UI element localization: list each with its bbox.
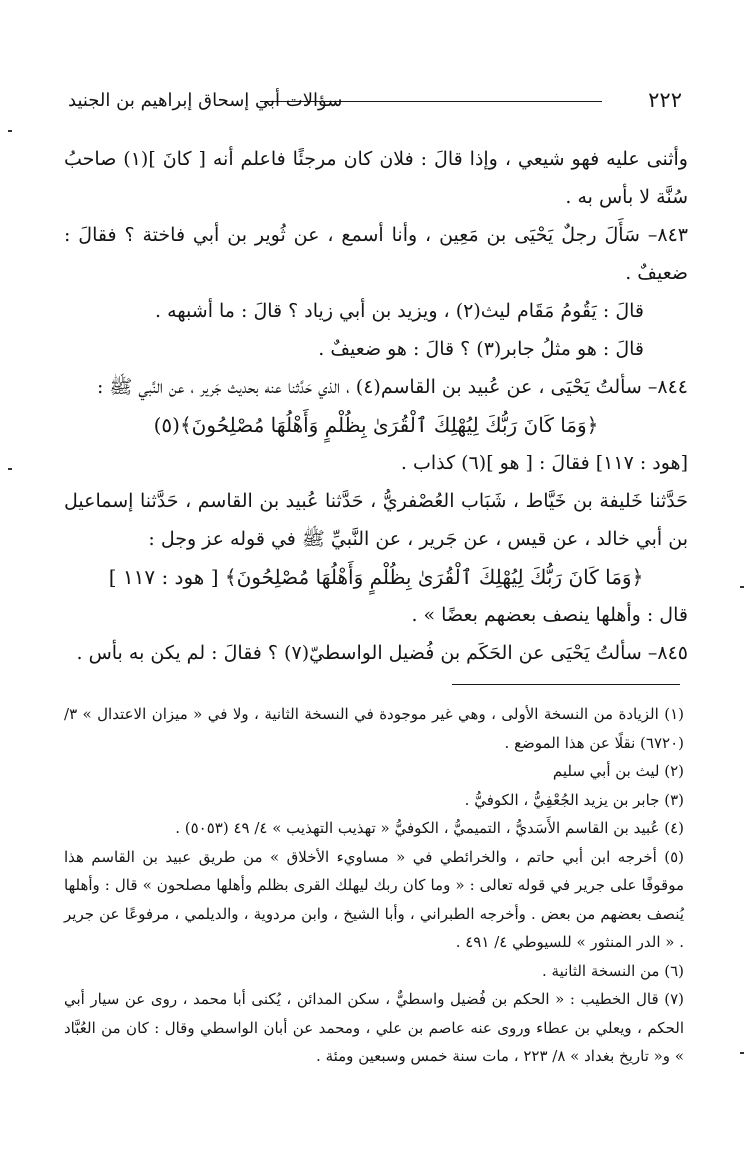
quran-verse-1: ﴿وَمَا كَانَ رَبُّكَ لِيُهْلِكَ ٱلْقُرَىٰ بِظُلْمٍ وَأَهْلُهَا مُصْلِحُونَ﴾(٥) bbox=[153, 413, 599, 437]
scan-speck bbox=[8, 130, 12, 132]
footnote-4: (٤) عُبيد بن القاسم الأَسَديُّ ، التميميُّ ، الكوفيُّ « تهذيب التهذيب » ٤/ ٤٩ (٥٠٥٣) . bbox=[175, 819, 684, 837]
page-header bbox=[64, 88, 688, 118]
scan-speck bbox=[740, 586, 744, 588]
footnote-1: (١) الزيادة من النسخة الأولى ، وهي غير موجودة في النسخة الثانية ، ولا في « ميزان الاعتدال » ٣/ (٦٧٢٠) نقلًا عن هذا الموضع . bbox=[64, 705, 684, 752]
entry-844-question: ٨٤٤– سألتُ يَحْيَى ، عن عُبيد بن القاسم(٤) ، الذي حَدَّثنا عنه بحديث جَرير ، عن النَّبي ﷺ : bbox=[96, 376, 688, 398]
footnote-5: (٥) أخرجه ابن أبي حاتم ، والخرائطي في « مساويء الأخلاق » من طريق عبيد بن القاسم هذا موقوفًا على جرير في قوله تعالى : « وما كان ربك ليهلك القرى بظلم وأهلها مصلحون » قال : وأهلها يُنصف بعضهم من بعض . وأخرجه الطبراني ، وأبا الشيخ ، وابن مردوية ، والديلمي ، مرفوعًا عن جرير . « الدر المنثور » للسيوطي ٤/ ٤٩١ . bbox=[64, 847, 684, 951]
paragraph-continuation: وأثنى عليه فهو شيعي ، وإذا قالَ : فلان كان مرجئًا فاعلم أنه [ كانَ ](١) صاحبُ سُنَّة لا بأس به . bbox=[64, 148, 688, 208]
footnote-3: (٣) جابر بن يزيد الجُعْفِيُّ ، الكوفيُّ . bbox=[464, 790, 684, 809]
entry-844-qal: قال : وأهلها ينصف بعضهم بعضًا » . bbox=[411, 604, 688, 626]
page-number: ٢٢٢ bbox=[648, 88, 682, 112]
entry-844-isnad: حَدَّثنا خَليفة بن خَيَّاط ، شَبَاب العُصْفريُّ ، حَدَّثنا عُبيد بن القاسم ، حَدَّثنا إسماعيل بن أبي خالد ، عن قيس ، عن جَرير ، عن النَّبيِّ ﷺ في قوله عز وجل : bbox=[64, 490, 688, 550]
entry-843-reply-1: قالَ : يَقُومُ مَقَام ليث(٢) ، ويزيد بن أبي زياد ؟ قالَ : ما أشبهه . bbox=[155, 300, 644, 322]
footnote-6: (٦) من النسخة الثانية . bbox=[541, 961, 684, 980]
main-text bbox=[64, 140, 688, 672]
entry-844-answer: [هود : ١١٧] فقالَ : [ هو ](٦) كذاب . bbox=[400, 452, 688, 474]
quran-verse-2: ﴿وَمَا كَانَ رَبُّكَ لِيُهْلِكَ ٱلْقُرَىٰ بِظُلْمٍ وَأَهْلُهَا مُصْلِحُونَ﴾ [ هود : ١١٧ ] bbox=[108, 565, 644, 589]
footnote-7: (٧) قال الخطيب : « الحكم بن فُضيل واسطيٌّ ، سكن المدائن ، يُكنى أبا محمد ، روى عن سيار أبي الحكم ، ويعلي بن عطاء وروى عنه عاصم بن علي ، ومحمد عن أبان الواسطي وقال : كان من العُبَّاد » و« تاريخ بغداد » ٨/ ٢٢٣ ، مات سنة خمس وسبعين ومئة . bbox=[64, 990, 685, 1065]
running-title: سؤالات أبي إسحاق إبراهيم بن الجنيد bbox=[68, 90, 343, 111]
entry-843-question: ٨٤٣– سَأَلَ رجلٌ يَحْيَى بن مَعِين ، وأنا أسمع ، عن ثُوير بن أبي فاختة ؟ فقالَ : ضعيفٌ . bbox=[64, 224, 688, 284]
entry-843-reply-2: قالَ : هو مثلُ جابر(٣) ؟ قالَ : هو ضعيفٌ . bbox=[318, 338, 644, 360]
footnote-separator bbox=[452, 684, 680, 685]
entry-845: ٨٤٥– سألتُ يَحْيَى عن الحَكَم بن فُضيل الواسطيّ(٧) ؟ فقالَ : لم يكن به بأس . bbox=[76, 642, 688, 664]
footnote-2: (٢) ليث بن أبي سليم bbox=[552, 762, 684, 780]
scan-speck bbox=[740, 1052, 744, 1054]
scan-speck bbox=[8, 468, 12, 470]
footnotes bbox=[64, 700, 684, 1071]
